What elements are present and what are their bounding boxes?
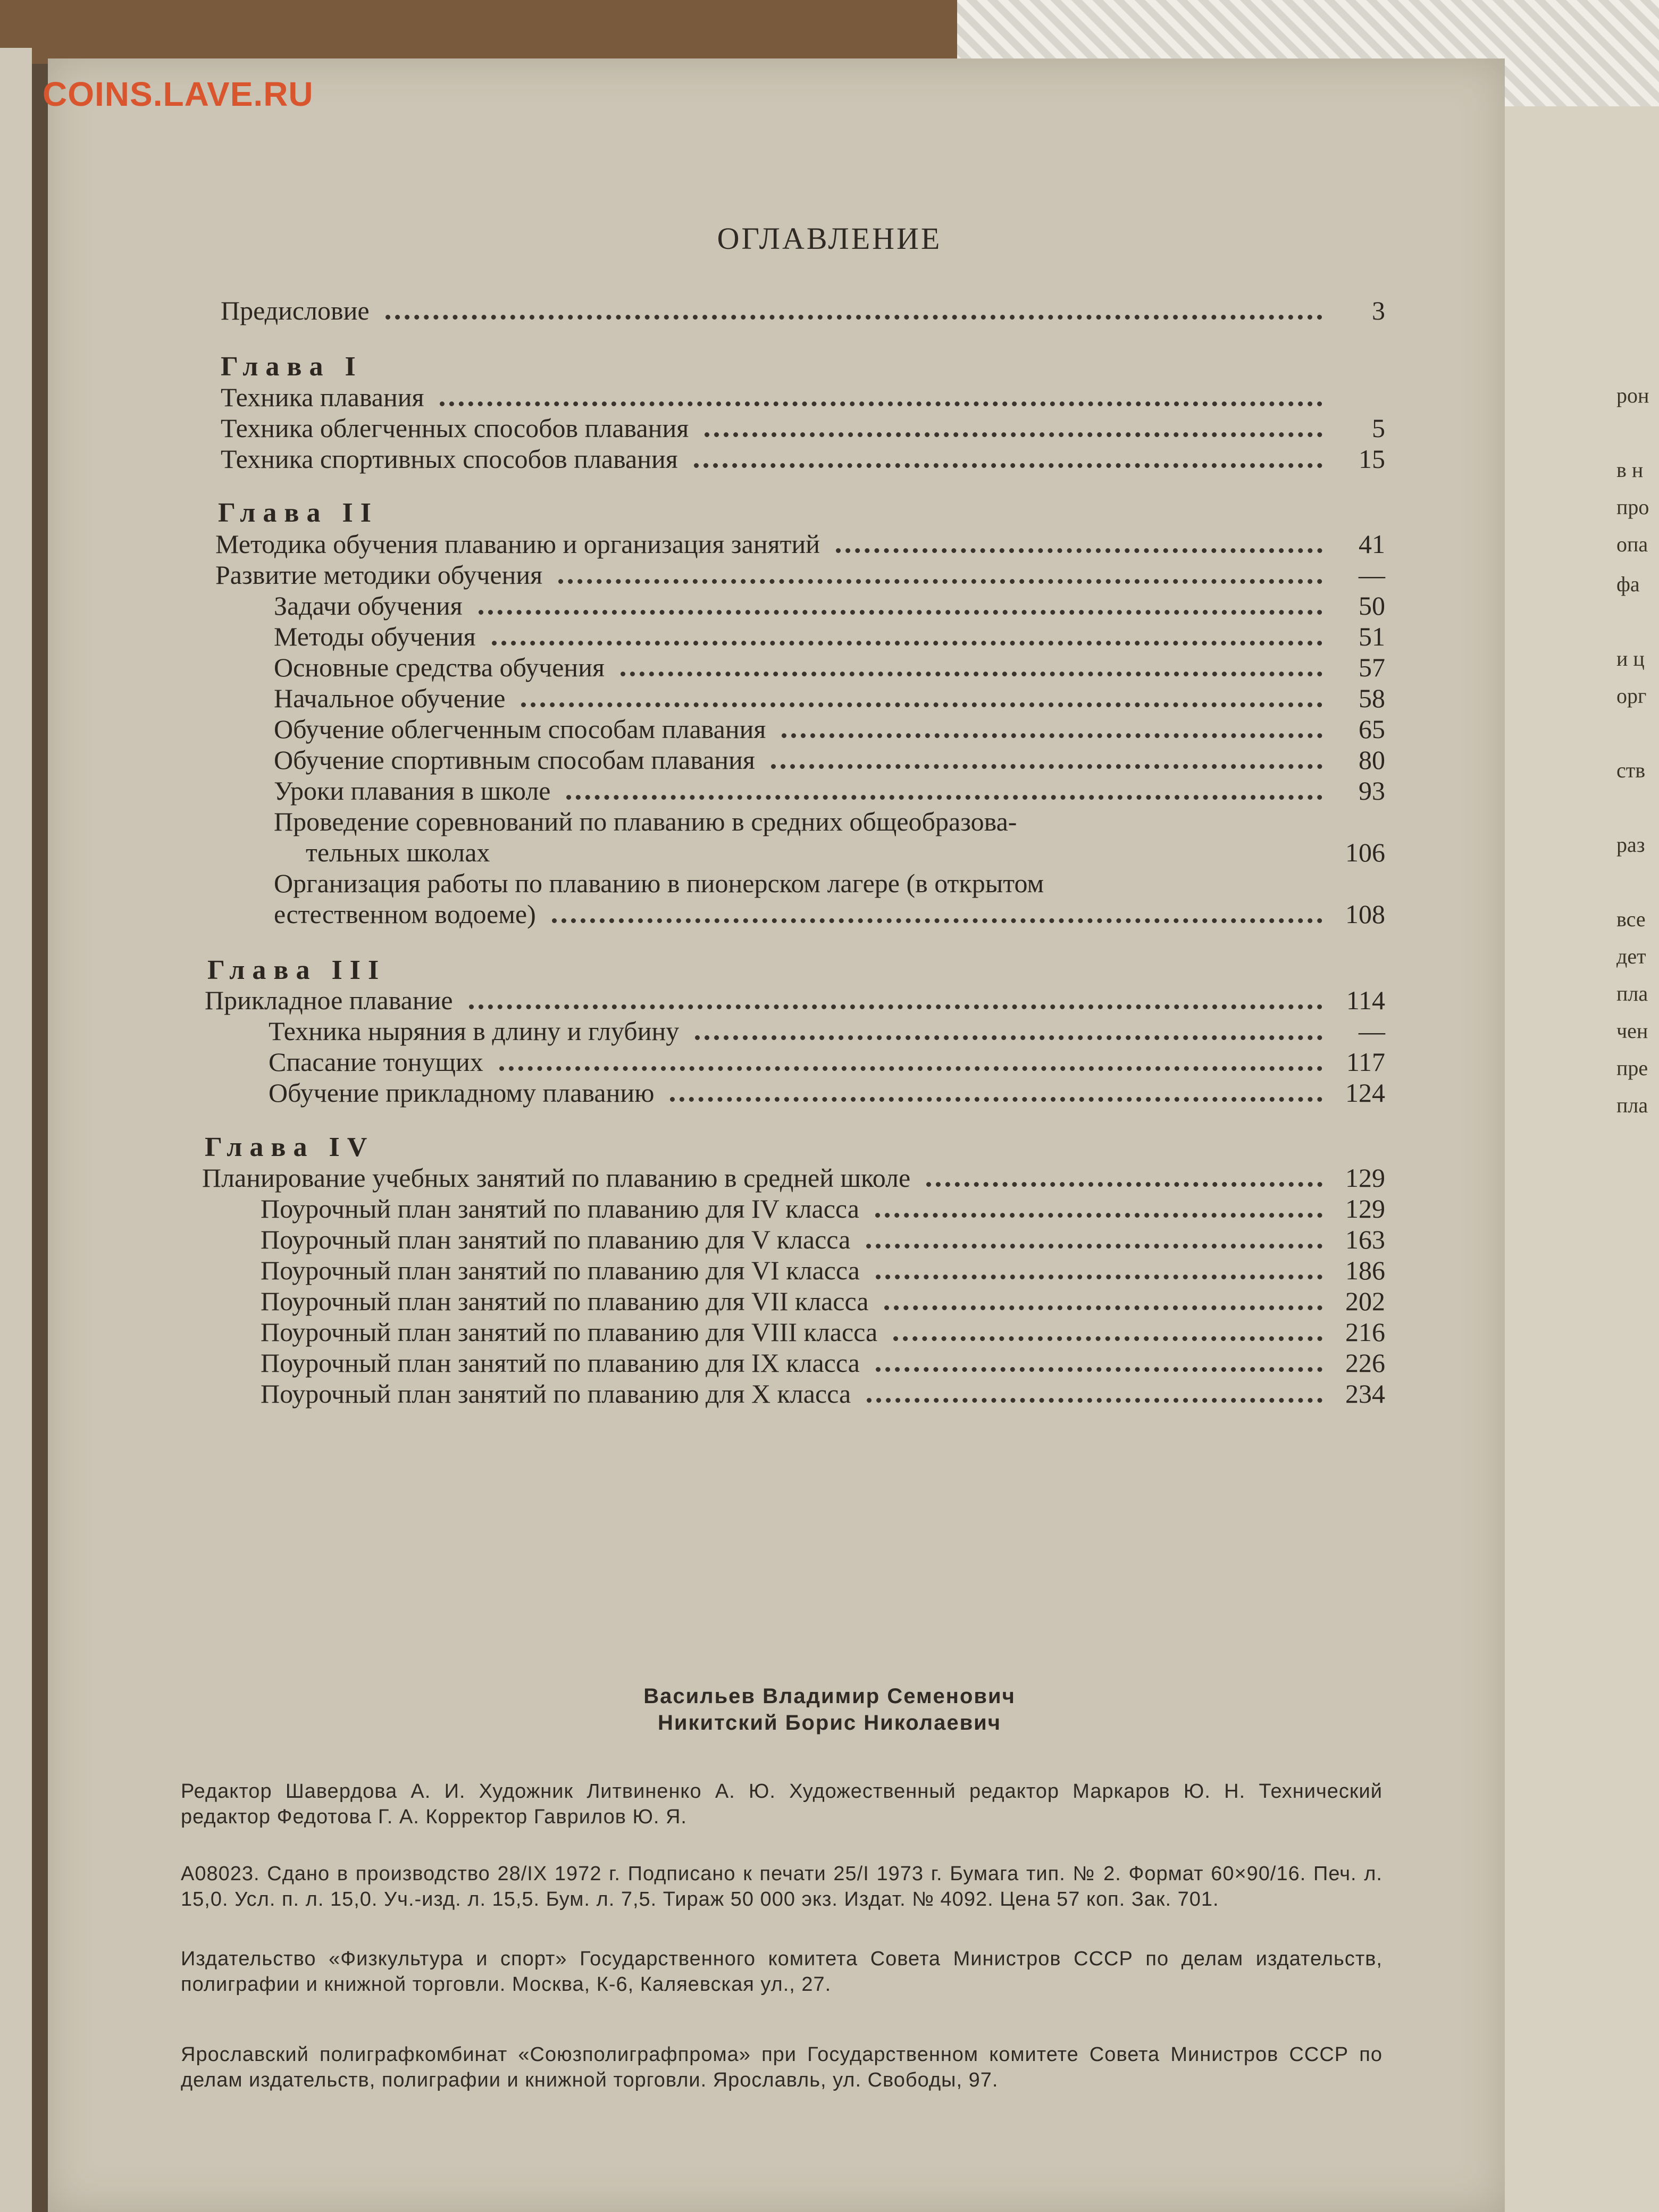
toc-entry-page: 117 — [1346, 1047, 1385, 1077]
leader-dots — [469, 1004, 1322, 1009]
facing-page-fragment: фа — [1616, 572, 1640, 596]
toc-entry[interactable] — [221, 382, 1385, 413]
toc-entry[interactable] — [274, 744, 1385, 775]
toc-entry[interactable] — [269, 1077, 1385, 1108]
author-line: Васильев Владимир Семенович — [643, 1685, 1016, 1708]
toc-entry[interactable] — [274, 683, 1385, 714]
toc-entry[interactable] — [306, 837, 1385, 868]
toc-entry-title: Поурочный план занятий по плаванию для VIII класса — [261, 1317, 878, 1347]
facing-page-fragment: опа — [1616, 532, 1648, 556]
toc-entry-title: Уроки плавания в школе — [274, 776, 551, 806]
toc-entry[interactable] — [261, 1193, 1385, 1224]
leader-dots — [479, 610, 1322, 615]
chapter-heading: Глава IV — [205, 1132, 375, 1162]
facing-page-fragment: пре — [1616, 1056, 1648, 1080]
toc-entry-page: 202 — [1345, 1286, 1385, 1316]
toc-entry[interactable] — [221, 443, 1385, 474]
authors — [0, 1683, 1659, 1736]
toc-entry-page: 234 — [1345, 1379, 1385, 1409]
leader-dots — [440, 401, 1322, 406]
facing-page-fragment: чен — [1616, 1019, 1648, 1043]
toc-entry[interactable] — [269, 1046, 1385, 1077]
toc-entry-title: тельных школах — [306, 837, 490, 867]
toc-entry-title: Поурочный план занятий по плаванию для IV класса — [261, 1194, 859, 1224]
facing-page-fragment: пла — [1616, 982, 1648, 1006]
facing-page-fragment: дет — [1616, 944, 1646, 968]
toc-entry-title-line: Проведение соревнований по плаванию в средних общеобразова- — [274, 807, 1017, 836]
facing-page-fragment: в н — [1616, 458, 1644, 482]
leader-dots — [866, 1244, 1322, 1249]
toc-entry-page: 226 — [1345, 1348, 1385, 1378]
toc-entry-title: Техника плавания — [221, 382, 424, 412]
toc-entry-page: 186 — [1345, 1255, 1385, 1285]
facing-page-fragment: про — [1616, 495, 1649, 519]
chapter-heading: Глава II — [218, 498, 379, 528]
watermark: COINS.LAVE.RU — [43, 75, 314, 113]
toc-entry-page: 3 — [1372, 296, 1385, 325]
toc-entry[interactable] — [205, 985, 1385, 1016]
toc-entry[interactable] — [215, 559, 1385, 590]
toc-entry-title: Поурочный план занятий по плаванию для X класса — [261, 1379, 851, 1409]
toc-entry-title: Техника облегченных способов плавания — [221, 413, 689, 443]
toc-entry-title: Поурочный план занятий по плаванию для VI класса — [261, 1255, 860, 1285]
facing-page-fragment: все — [1616, 907, 1646, 931]
toc-entry-page: 108 — [1345, 899, 1385, 929]
chapter-heading: Глава I — [221, 351, 363, 382]
toc-entry-title: Методика обучения плаванию и организация занятий — [215, 529, 820, 559]
toc-title: ОГЛАВЛЕНИЕ — [717, 221, 942, 256]
leader-dots — [386, 315, 1322, 320]
toc-entry-page: — — [1359, 1016, 1385, 1046]
leader-dots — [876, 1367, 1322, 1372]
toc-entry-title: Прикладное плавание — [205, 985, 453, 1015]
toc-entry-title: Поурочный план занятий по плаванию для VII класса — [261, 1286, 869, 1316]
toc-entry[interactable] — [261, 1347, 1385, 1378]
toc-entry-title: Планирование учебных занятий по плаванию в средней школе — [202, 1163, 911, 1193]
toc-entry-page: 124 — [1345, 1078, 1385, 1108]
toc-entry[interactable] — [215, 529, 1385, 559]
leader-dots — [670, 1097, 1322, 1102]
leader-dots — [875, 1213, 1322, 1218]
toc-entry-title: Техника ныряния в длину и глубину — [269, 1016, 680, 1046]
toc-entry[interactable] — [261, 1286, 1385, 1317]
leader-dots — [836, 548, 1322, 553]
toc-entry-page: 80 — [1359, 745, 1385, 775]
toc-entry[interactable] — [269, 1016, 1385, 1046]
leader-dots — [499, 1066, 1322, 1071]
toc-entry-page: 163 — [1345, 1225, 1385, 1254]
toc-entry-title: Развитие методики обучения — [215, 560, 543, 590]
toc-entry-title: Поурочный план занятий по плаванию для IX класса — [261, 1348, 860, 1378]
leader-dots — [771, 764, 1322, 769]
leader-dots — [566, 795, 1322, 800]
leader-dots — [893, 1336, 1322, 1341]
leader-dots — [782, 733, 1322, 738]
toc-entry-title: Начальное обучение — [274, 683, 506, 713]
imprint-printer: Ярославский полиграфкомбинат «Союзполиграфпрома» при Государственном комитете Совета Министров СССР по делам издательств, полиграфии и книжной торговли. Ярославль, ул. Свободы, 97. — [181, 2043, 1382, 2091]
facing-page-fragment: пла — [1616, 1093, 1648, 1117]
toc-entry-title: Техника спортивных способов плавания — [221, 444, 678, 474]
leader-dots — [705, 432, 1322, 437]
toc-entry[interactable] — [221, 413, 1385, 443]
toc-entry[interactable] — [202, 1162, 1385, 1193]
toc-entry-title: Поурочный план занятий по плаванию для V класса — [261, 1225, 851, 1254]
toc-entry[interactable] — [274, 775, 1385, 806]
toc-entry-page: 114 — [1346, 985, 1385, 1015]
toc-entry-page: 93 — [1359, 776, 1385, 806]
facing-page-fragment: раз — [1616, 833, 1645, 857]
toc-entry[interactable] — [274, 652, 1385, 683]
leader-dots — [621, 672, 1322, 676]
leader-dots — [926, 1182, 1322, 1187]
toc-entry-page: 15 — [1359, 444, 1385, 474]
toc-entry[interactable] — [261, 1255, 1385, 1286]
toc-entry[interactable] — [221, 295, 1385, 326]
facing-page-fragment: рон — [1616, 383, 1649, 407]
toc-entry-title: Методы обучения — [274, 622, 476, 651]
toc-entry[interactable] — [274, 714, 1385, 744]
imprint-staff: Редактор Шавердова А. И. Художник Литвиненко А. Ю. Художественный редактор Маркаров Ю. Н. Технический редактор Федотова Г. А. Корректор Гаврилов Ю. Я. — [181, 1780, 1382, 1828]
leader-dots — [876, 1275, 1322, 1279]
toc-entry[interactable] — [261, 1224, 1385, 1255]
toc-entry[interactable] — [274, 621, 1385, 652]
toc-entry-title: Задачи обучения — [274, 591, 463, 621]
leader-dots — [867, 1398, 1322, 1403]
facing-page-fragment: ств — [1616, 758, 1646, 782]
leader-dots — [521, 702, 1322, 707]
toc-entry-page: 51 — [1359, 622, 1385, 651]
toc-entry-title: Обучение спортивным способам плавания — [274, 745, 755, 775]
author-line: Никитский Борис Николаевич — [658, 1711, 1001, 1735]
leader-dots — [506, 857, 1322, 861]
facing-page-fragment: и ц — [1616, 647, 1645, 671]
toc-entry-title: Основные средства обучения — [274, 652, 605, 682]
leader-dots — [552, 918, 1322, 923]
imprint-production: А08023. Сдано в производство 28/IX 1972 г. Подписано к печати 25/I 1973 г. Бумага тип. № 2. Формат 60×90/16. Печ. л. 15,0. Усл. п. л. 15,0. Уч.-изд. л. 15,5. Бум. л. 7,5. Тираж 50 000 экз. Издат. № 4092. Цена 57 коп. Зак. 701. — [181, 1863, 1382, 1911]
toc-entry-page: — — [1359, 560, 1385, 590]
toc-entry-title-line: Организация работы по плаванию в пионерском лагере (в открытом — [274, 868, 1044, 898]
toc-entry[interactable] — [261, 1378, 1385, 1409]
toc-entry-page: 41 — [1359, 529, 1385, 559]
imprint-publisher: Издательство «Физкультура и спорт» Государственного комитета Совета Министров СССР по делам издательств, полиграфии и книжной торговли. Москва, К-6, Каляевская ул., 27. — [181, 1948, 1382, 1996]
toc-entry[interactable] — [274, 590, 1385, 621]
toc-entry-title: Обучение облегченным способам плавания — [274, 714, 766, 744]
leader-dots — [884, 1305, 1322, 1310]
toc-entry-title: Предисловие — [221, 296, 370, 325]
toc-entry[interactable] — [274, 899, 1385, 929]
facing-page-fragment: орг — [1616, 684, 1647, 708]
leader-dots — [694, 463, 1322, 468]
toc-entry-page: 5 — [1372, 413, 1385, 443]
chapter-heading: Глава III — [207, 955, 387, 985]
leader-dots — [695, 1035, 1322, 1040]
toc-entry[interactable] — [261, 1317, 1385, 1347]
toc-entry-page: 57 — [1359, 652, 1385, 682]
toc-entry-title: Обучение прикладному плаванию — [269, 1078, 655, 1108]
toc-entry-page: 65 — [1359, 714, 1385, 744]
toc-entry-page: 216 — [1345, 1317, 1385, 1347]
leader-dots — [558, 579, 1322, 584]
toc-entry-page: 106 — [1345, 837, 1385, 867]
toc-entry-title: Спасание тонущих — [269, 1047, 483, 1077]
toc-entry-page: 129 — [1345, 1163, 1385, 1193]
toc-entry-page: 50 — [1359, 591, 1385, 621]
toc-entry-title: естественном водоеме) — [274, 899, 536, 929]
leader-dots — [492, 641, 1322, 646]
toc-entry-page: 129 — [1345, 1194, 1385, 1224]
toc-entry-page: 58 — [1359, 683, 1385, 713]
